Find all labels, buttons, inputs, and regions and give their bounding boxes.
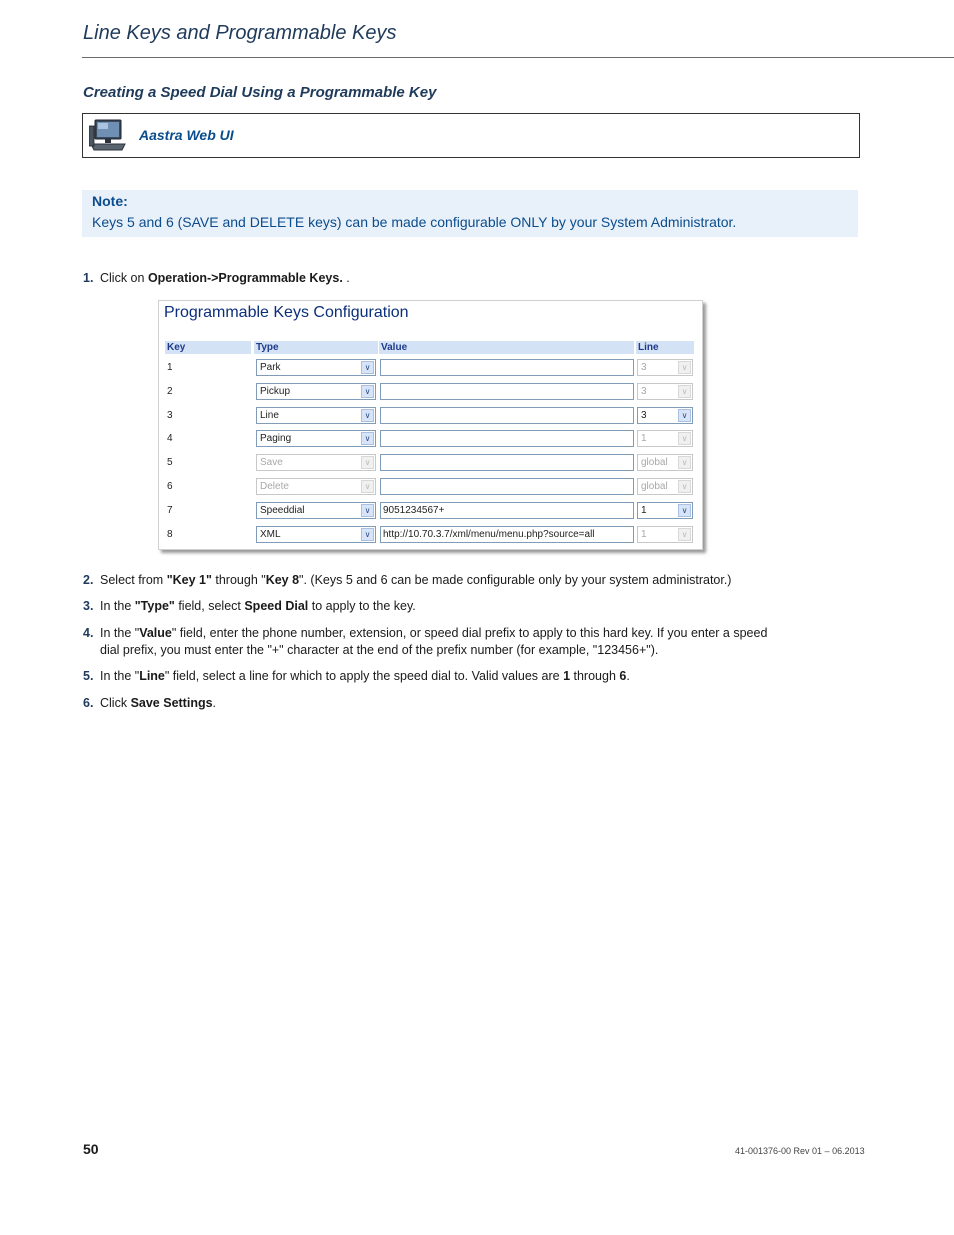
- type-select[interactable]: [256, 383, 376, 400]
- type-select[interactable]: [256, 526, 376, 543]
- chapter-title: Line Keys and Programmable Keys: [83, 22, 397, 44]
- line-select-value: global: [641, 457, 668, 468]
- step-number: 5.: [83, 669, 94, 683]
- chevron-down-icon: ∨: [678, 480, 691, 493]
- chevron-down-icon: ∨: [678, 409, 691, 422]
- chevron-down-icon: ∨: [678, 456, 691, 469]
- line-select-value: 3: [641, 386, 647, 397]
- chevron-down-icon: ∨: [361, 361, 374, 374]
- column-header-key: Key: [165, 341, 251, 354]
- type-select[interactable]: [256, 359, 376, 376]
- value-input[interactable]: [380, 407, 634, 424]
- page-number: 50: [83, 1141, 99, 1157]
- type-select-value: Line: [260, 410, 279, 421]
- value-input[interactable]: [380, 359, 634, 376]
- step-number: 3.: [83, 599, 94, 613]
- column-header-type: Type: [254, 341, 378, 354]
- header-rule: [82, 57, 954, 58]
- row-key-label: 4: [167, 433, 173, 444]
- chevron-down-icon: ∨: [678, 385, 691, 398]
- type-select: [256, 454, 376, 471]
- value-input[interactable]: [380, 478, 634, 495]
- step-text: Click on Operation->Programmable Keys. .: [100, 271, 350, 285]
- column-header-line: Line: [636, 341, 694, 354]
- step-text: Click Save Settings.: [100, 696, 217, 710]
- line-select: [637, 526, 693, 543]
- step-2: [83, 572, 773, 589]
- step-number: 1.: [83, 271, 94, 285]
- type-select-value: Delete: [260, 481, 289, 492]
- row-key-label: 2: [167, 386, 173, 397]
- value-input[interactable]: [380, 454, 634, 471]
- chevron-down-icon: ∨: [678, 432, 691, 445]
- row-key-label: 7: [167, 505, 173, 516]
- value-input[interactable]: 9051234567+: [380, 502, 634, 519]
- web-ui-label: Aastra Web UI: [139, 127, 234, 143]
- type-select-value: XML: [260, 529, 281, 540]
- step-3: [83, 598, 773, 615]
- column-header-value: Value: [379, 341, 634, 354]
- row-key-label: 3: [167, 410, 173, 421]
- line-select[interactable]: [637, 407, 693, 424]
- type-select-value: Speeddial: [260, 505, 305, 516]
- computer-icon: [89, 118, 127, 152]
- line-select-value: 1: [641, 505, 647, 516]
- line-select: [637, 359, 693, 376]
- type-select[interactable]: [256, 502, 376, 519]
- programmable-keys-screenshot: [158, 300, 703, 550]
- note-title: Note:: [92, 193, 128, 209]
- step-text: In the "Type" field, select Speed Dial to apply to the key.: [100, 599, 416, 613]
- line-select: [637, 430, 693, 447]
- chevron-down-icon: ∨: [361, 456, 374, 469]
- row-key-label: 6: [167, 481, 173, 492]
- chevron-down-icon: ∨: [361, 480, 374, 493]
- row-key-label: 5: [167, 457, 173, 468]
- type-select-value: Pickup: [260, 386, 291, 397]
- chevron-down-icon: ∨: [678, 361, 691, 374]
- type-select-value: Park: [260, 362, 281, 373]
- web-ui-box: [82, 113, 860, 158]
- step-number: 2.: [83, 573, 94, 587]
- line-select-value: 1: [641, 433, 647, 444]
- line-select-value: 1: [641, 529, 647, 540]
- document-id: 41-001376-00 Rev 01 – 06.2013: [735, 1146, 865, 1156]
- line-select: [637, 454, 693, 471]
- chevron-down-icon: ∨: [361, 385, 374, 398]
- step-1: [83, 270, 773, 287]
- note-text: Keys 5 and 6 (SAVE and DELETE keys) can be made configurable ONLY by your System Administrator.: [92, 214, 737, 230]
- value-input[interactable]: http://10.70.3.7/xml/menu/menu.php?source=all: [380, 526, 634, 543]
- line-select: [637, 383, 693, 400]
- line-select-value: global: [641, 481, 668, 492]
- value-input[interactable]: [380, 383, 634, 400]
- step-6: [83, 695, 773, 712]
- type-select-value: Paging: [260, 433, 292, 444]
- type-select[interactable]: [256, 407, 376, 424]
- line-select-value: 3: [641, 410, 647, 421]
- row-key-label: 1: [167, 362, 173, 373]
- row-key-label: 8: [167, 529, 173, 540]
- line-select[interactable]: [637, 502, 693, 519]
- chevron-down-icon: ∨: [678, 528, 691, 541]
- type-select: [256, 478, 376, 495]
- note-box: [82, 190, 858, 237]
- step-5: [83, 668, 773, 685]
- step-text: In the "Value" field, enter the phone number, extension, or speed dial prefix to apply to this hard key. If you enter a speed dial prefix, you must enter the "+" character at the end of the prefix number (for example, "123456+").: [100, 626, 768, 657]
- step-text: In the "Line" field, select a line for which to apply the speed dial to. Valid values are 1 through 6.: [100, 669, 630, 683]
- step-number: 6.: [83, 696, 94, 710]
- chevron-down-icon: ∨: [361, 409, 374, 422]
- line-select-value: 3: [641, 362, 647, 373]
- step-4: [83, 625, 773, 659]
- step-text: Select from "Key 1" through "Key 8". (Keys 5 and 6 can be made configurable only by your system administrator.): [100, 573, 732, 587]
- chevron-down-icon: ∨: [361, 504, 374, 517]
- type-select-value: Save: [260, 457, 283, 468]
- step-number: 4.: [83, 626, 94, 640]
- section-title: Creating a Speed Dial Using a Programmable Key: [83, 84, 437, 101]
- screenshot-title: Programmable Keys Configuration: [164, 304, 409, 321]
- chevron-down-icon: ∨: [361, 432, 374, 445]
- chevron-down-icon: ∨: [361, 528, 374, 541]
- line-select: [637, 478, 693, 495]
- chevron-down-icon: ∨: [678, 504, 691, 517]
- type-select[interactable]: [256, 430, 376, 447]
- value-input[interactable]: [380, 430, 634, 447]
